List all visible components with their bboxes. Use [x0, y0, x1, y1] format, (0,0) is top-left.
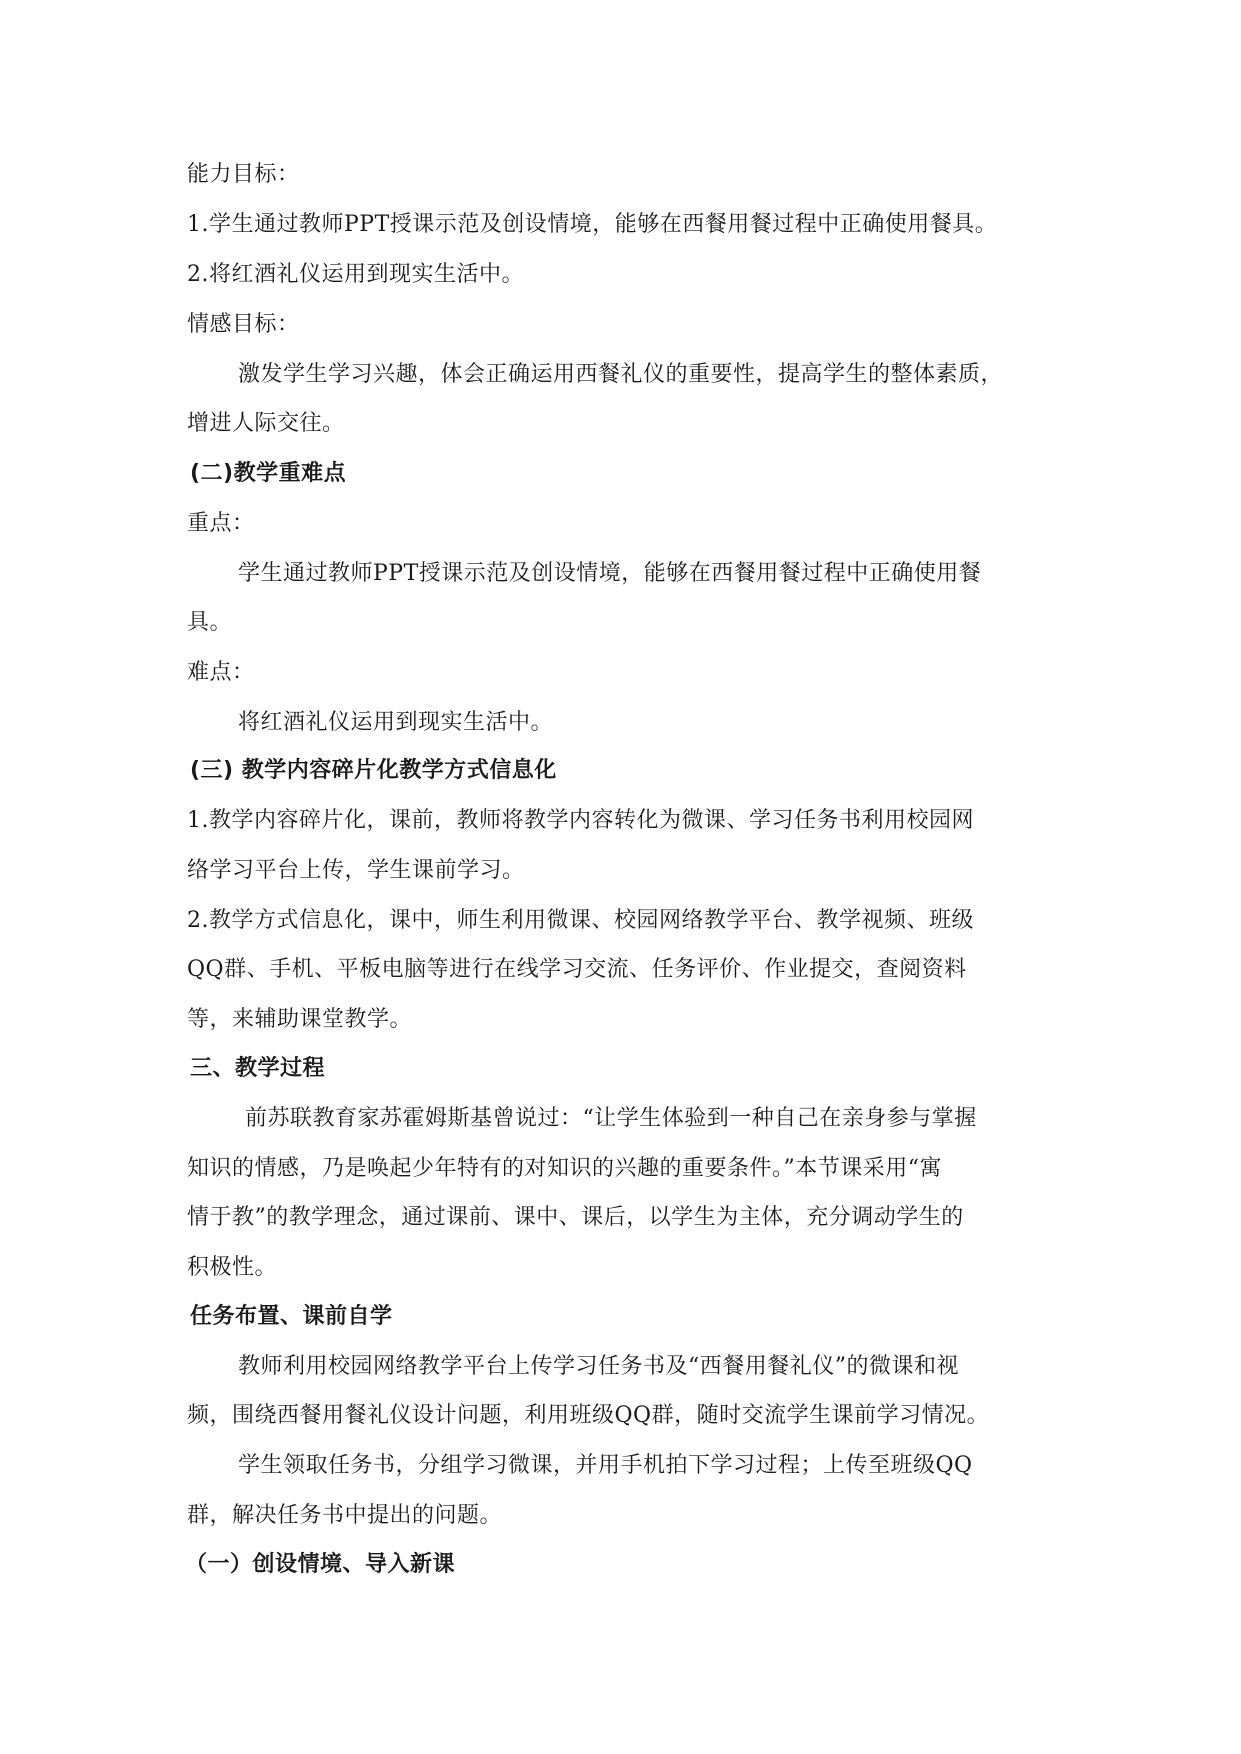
informatization-item-2-line-1: 2.教学方式信息化，课中，师生利用微课、校园网络教学平台、教学视频、班级	[187, 908, 974, 933]
informatization-item-2-line-3: 等，来辅助课堂教学。	[187, 1007, 413, 1032]
section-heading-introduction: （一）创设情境、导入新课	[185, 1552, 456, 1577]
section-heading-self-study: 任务布置、课前自学	[190, 1304, 393, 1329]
process-paragraph-line-2: 知识的情感，乃是唤起少年特有的对知识的兴趣的重要条件。”本节课采用“寓	[187, 1156, 942, 1181]
informatization-item-1-line-2: 络学习平台上传，学生课前学习。	[187, 858, 525, 883]
self-study-student-line-2: 群，解决任务书中提出的问题。	[187, 1503, 503, 1528]
section-heading-teaching-process: 三、教学过程	[190, 1056, 326, 1081]
difficulty-text: 将红酒礼仪运用到现实生活中。	[238, 710, 554, 735]
key-point-text-1: 学生通过教师PPT授课示范及创设情境，能够在西餐用餐过程中正确使用餐	[238, 561, 982, 586]
ability-goal-item-2: 2.将红酒礼仪运用到现实生活中。	[187, 262, 524, 287]
informatization-item-1-line-1: 1.教学内容碎片化，课前，教师将教学内容转化为微课、学习任务书利用校园网	[187, 808, 974, 833]
informatization-item-2-line-2: QQ群、手机、平板电脑等进行在线学习交流、任务评价、作业提交，查阅资料	[187, 957, 967, 982]
section-heading-informatization: (三) 教学内容碎片化教学方式信息化	[190, 758, 557, 783]
key-point-label: 重点：	[187, 511, 255, 536]
section-heading-key-points: (二)教学重难点	[190, 461, 347, 486]
process-paragraph-line-4: 积极性。	[187, 1255, 278, 1280]
ability-goal-heading: 能力目标：	[187, 162, 300, 187]
emotion-goal-text-2: 增进人际交往。	[187, 411, 345, 436]
difficulty-label: 难点：	[187, 660, 255, 685]
process-paragraph-line-3: 情于教”的教学理念，通过课前、课中、课后，以学生为主体，充分调动学生的	[187, 1205, 964, 1230]
ability-goal-item-1: 1.学生通过教师PPT授课示范及创设情境，能够在西餐用餐过程中正确使用餐具。	[187, 212, 998, 237]
key-point-text-2: 具。	[187, 610, 233, 635]
self-study-teacher-line-2: 频，围绕西餐用餐礼仪设计问题，利用班级QQ群，随时交流学生课前学习情况。	[187, 1403, 990, 1428]
self-study-teacher-line-1: 教师利用校园网络教学平台上传学习任务书及“西餐用餐礼仪”的微课和视	[238, 1354, 959, 1379]
emotion-goal-text-1: 激发学生学习兴趣，体会正确运用西餐礼仪的重要性，提高学生的整体素质，	[238, 362, 1004, 387]
emotion-goal-heading: 情感目标：	[187, 312, 300, 337]
self-study-student-line-1: 学生领取任务书，分组学习微课，并用手机拍下学习过程；上传至班级QQ	[238, 1453, 973, 1478]
process-paragraph-line-1: 前苏联教育家苏霍姆斯基曾说过：“让学生体验到一种自己在亲身参与掌握	[245, 1106, 977, 1131]
